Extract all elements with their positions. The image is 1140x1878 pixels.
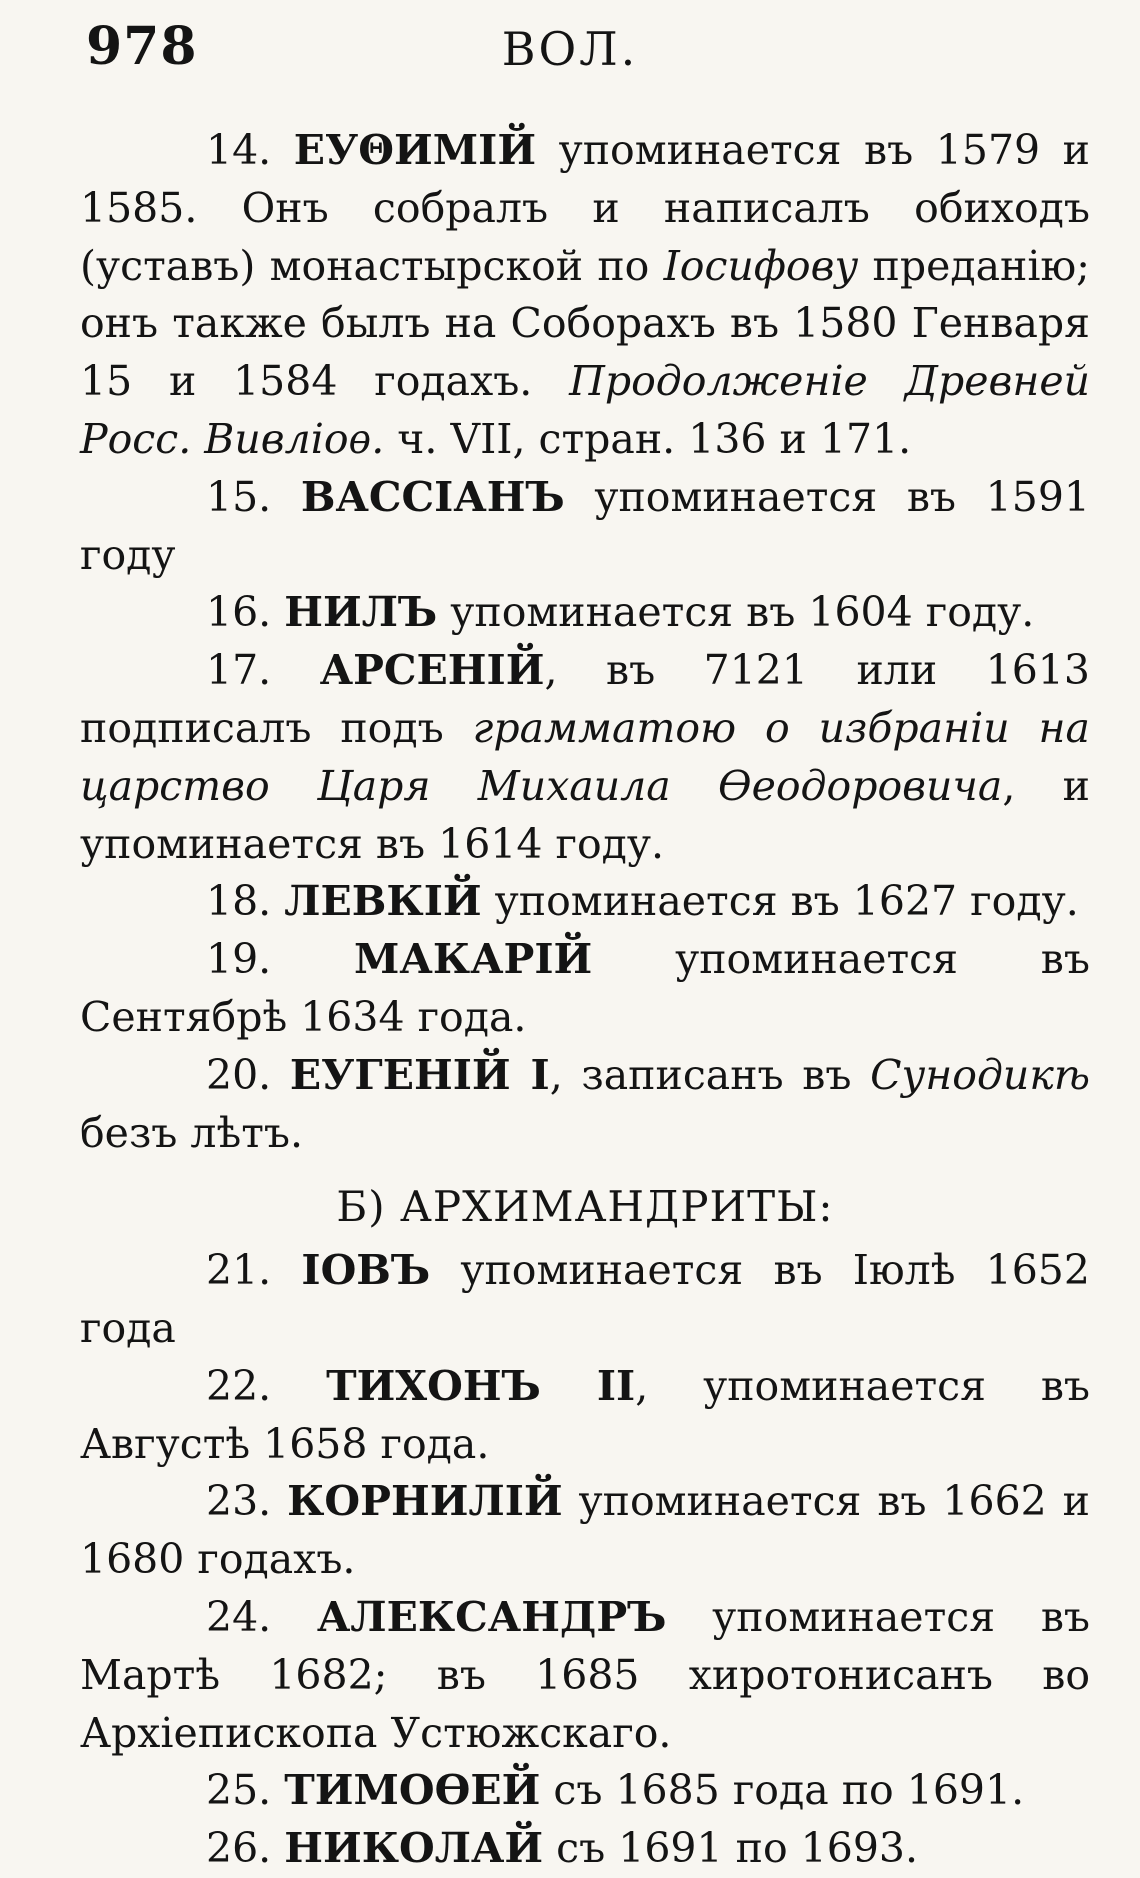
entry-17	[80, 642, 1090, 873]
entry-name: НИЛЪ	[284, 588, 438, 637]
entry-20	[80, 1047, 1090, 1163]
entry-text: преданію; онъ также былъ на Соборахъ въ 1580 Генваря 15 и 1584 годахъ.	[80, 241, 1090, 406]
entry-18	[80, 873, 1090, 931]
entry-number: 25.	[206, 1766, 272, 1815]
entry-name: НИКОЛАЙ	[284, 1824, 544, 1873]
entry-text: , въ 7121 или 1613 подписалъ подъ	[80, 646, 1090, 752]
entry-24	[80, 1589, 1090, 1762]
entry-26	[80, 1820, 1090, 1878]
page-number: 978	[86, 16, 198, 77]
entry-text: упоминается въ Сентябрѣ 1634 года.	[80, 935, 1090, 1041]
entry-name: ВАССІАНЪ	[300, 472, 565, 521]
entry-text: упоминается въ 1627 году.	[481, 877, 1079, 926]
entry-text: , и упоминается въ 1614 году.	[80, 761, 1090, 868]
entry-name: ЕУΘИМІЙ	[293, 126, 537, 174]
entry-name: МАКАРІЙ	[354, 935, 593, 984]
entry-name: ЕУГЕНІЙ I	[289, 1050, 550, 1099]
entry-italic: Продолженіе Древней Росс. Вивліоѳ.	[80, 357, 1090, 463]
entry-19	[80, 931, 1090, 1047]
entry-text: ч. VII, стран. 136 и 171.	[384, 414, 912, 463]
entry-21	[80, 1242, 1090, 1358]
entry-23	[80, 1473, 1090, 1589]
entry-name: АРСЕНІЙ	[319, 646, 545, 695]
entry-name: ТИХОНЪ II	[326, 1361, 636, 1410]
entry-14	[80, 122, 1090, 469]
entry-text: упоминается въ 1662 и 1680 годахъ.	[80, 1477, 1090, 1584]
running-title: ВОЛ.	[501, 22, 639, 76]
entry-number: 17.	[206, 646, 272, 695]
entry-italic: грамматою о избраніи на царство Царя Михаила Ѳеодоровича	[80, 703, 1090, 810]
entry-number: 24.	[206, 1592, 272, 1641]
entry-number: 19.	[206, 935, 272, 984]
entry-text: упоминается въ 1579 и 1585. Онъ собралъ и написалъ обиходъ (уставъ) монастырской по	[80, 126, 1090, 290]
entry-name: ТИМОѲЕЙ	[284, 1766, 541, 1815]
entry-number: 26.	[206, 1824, 272, 1873]
entry-text: , записанъ въ	[549, 1050, 871, 1099]
entry-number: 21.	[206, 1246, 272, 1295]
entry-text: упоминается въ Мартѣ 1682; въ 1685 хиротонисанъ во Архіепископа Устюжскаго.	[80, 1592, 1090, 1757]
page-body	[80, 122, 1090, 1878]
entry-text: упоминается въ 1604 году.	[437, 588, 1035, 637]
entry-name: ЛЕВКІЙ	[284, 877, 482, 926]
entry-25	[80, 1762, 1090, 1820]
entry-italic: Іосифову	[663, 241, 859, 290]
entry-number: 23.	[206, 1477, 272, 1526]
entry-italic: Сунодикѣ	[870, 1050, 1090, 1099]
entry-15	[80, 469, 1090, 585]
entry-text: упоминается въ 1591 году	[80, 472, 1090, 579]
entry-22	[80, 1358, 1090, 1474]
entry-text: упоминается въ Іюлѣ 1652 года	[80, 1246, 1090, 1352]
entry-name: КОРНИЛІЙ	[287, 1477, 563, 1526]
entry-number: 14.	[206, 126, 272, 174]
entry-text: съ 1685 года по 1691.	[540, 1766, 1025, 1815]
entry-number: 15.	[206, 472, 272, 521]
entry-16	[80, 584, 1090, 642]
entry-text: , упоминается въ Августѣ 1658 года.	[80, 1361, 1090, 1468]
entry-text: безъ лѣтъ.	[80, 1108, 303, 1157]
entry-number: 16.	[206, 588, 272, 637]
entry-text: съ 1691 по 1693.	[543, 1824, 919, 1873]
entry-number: 22.	[206, 1361, 272, 1410]
entry-number: 18.	[206, 877, 272, 926]
section-heading: Б) АРХИМАНДРИТЫ:	[336, 1182, 834, 1232]
entry-name: АЛЕКСАНДРЪ	[316, 1592, 667, 1641]
entry-number: 20.	[206, 1050, 272, 1099]
entry-name: ІОВЪ	[301, 1246, 431, 1295]
